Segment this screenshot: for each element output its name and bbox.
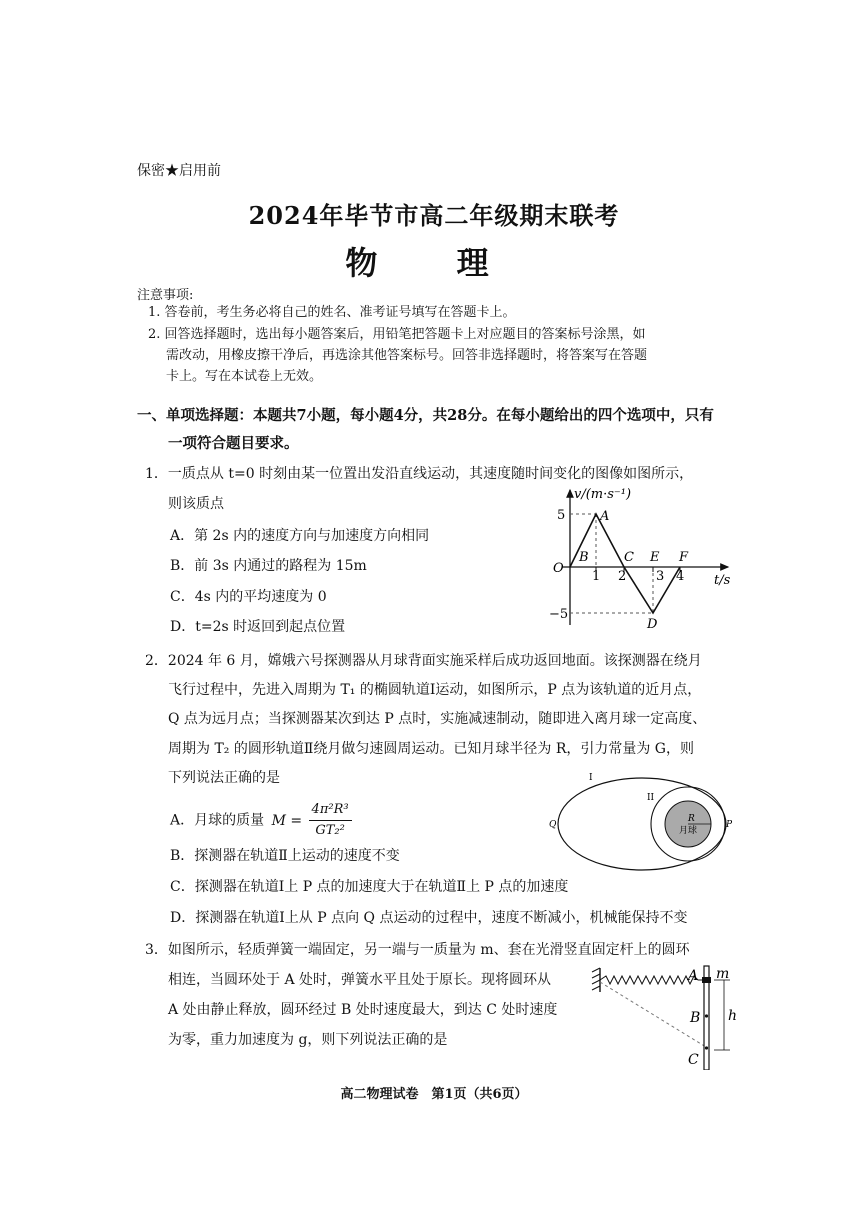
note-item: 卡上。写在本试卷上无效。	[166, 369, 323, 384]
formula-numerator: 4π²R³	[309, 800, 352, 821]
point-label: Q	[549, 820, 557, 830]
point-label: B	[579, 550, 589, 565]
orbit-figure	[545, 772, 740, 877]
radius-label: R	[688, 814, 695, 824]
q2-option-a-lhs: M =	[271, 812, 303, 829]
point-b-mark	[705, 1014, 708, 1017]
wall-hatch	[592, 974, 600, 978]
page-footer: 高二物理试卷 第1页（共6页）	[340, 1087, 528, 1102]
x-axis-label: t/s	[714, 573, 731, 588]
question-2-stem-cont: 周期为 T₂ 的圆形轨道Ⅱ绕月做匀速圆周运动。已知月球半径为 R，引力常量为 G，则	[168, 741, 694, 757]
point-label: D	[647, 617, 658, 632]
moon-label: 月球	[679, 826, 698, 836]
note-item: 1. 答卷前，考生务必将自己的姓名、准考证号填写在答题卡上。	[148, 305, 516, 320]
point-label: P	[726, 820, 733, 830]
q1-option-c: C．4s 内的平均速度为 0	[170, 589, 327, 605]
question-2-stem-cont: 飞行过程中，先进入周期为 T₁ 的椭圆轨道Ⅰ运动，如图所示，P 点为该轨道的近月点，	[168, 682, 702, 698]
mass-formula	[309, 800, 352, 841]
q2-option-a	[170, 800, 352, 841]
height-label: h	[728, 1008, 738, 1024]
point-label: A	[688, 968, 699, 984]
point-label: C	[688, 1052, 699, 1068]
question-3-stem-cont: 为零，重力加速度为 g，则下列说法正确的是	[168, 1032, 448, 1048]
question-2-stem: 2．2024 年 6 月，嫦娥六号探测器从月球背面实施采样后成功返回地面。该探测器在绕月	[145, 653, 702, 669]
exam-title: 2024年毕节市高二年级期末联考	[248, 201, 620, 230]
question-1-stem: 1．一质点从 t=0 时刻由某一位置出发沿直线运动，其速度随时间变化的图像如图所示，	[145, 466, 694, 482]
orbit-label: I	[589, 773, 593, 783]
q1-option-a: A．第 2s 内的速度方向与加速度方向相同	[170, 528, 430, 544]
question-2-stem-cont: Q 点为远月点；当探测器某次到达 P 点时，实施减速制动，随即进入离月球一定高度、	[168, 711, 707, 727]
point-label: F	[679, 550, 689, 565]
spring-ring-figure	[588, 960, 748, 1070]
point-label: E	[650, 550, 660, 565]
x-tick-label: 3	[656, 569, 665, 584]
question-3-stem-cont: A 处由静止释放，圆环经过 B 处时速度最大，到达 C 处时速度	[168, 1002, 558, 1018]
q2-option-b: B．探测器在轨道Ⅱ上运动的速度不变	[170, 848, 400, 864]
orbit-label: II	[647, 793, 655, 803]
x-tick-label: 4	[676, 569, 685, 584]
notes-heading: 注意事项:	[137, 288, 194, 303]
point-c-mark	[705, 1046, 708, 1049]
point-label: B	[690, 1010, 701, 1026]
y-axis-label: v/(m·s⁻¹)	[574, 487, 632, 502]
origin-label: O	[553, 561, 564, 576]
q2-option-c: C．探测器在轨道Ⅰ上 P 点的加速度大于在轨道Ⅱ上 P 点的加速度	[170, 879, 569, 895]
ring	[702, 977, 711, 983]
formula-denominator: GT₂²	[315, 823, 345, 838]
section-heading: 一、单项选择题：本题共7小题，每小题4分，共28分。在每小题给出的四个选项中，只有	[137, 407, 714, 424]
x-tick-label: 1	[592, 569, 601, 584]
section-heading-cont: 一项符合题目要求。	[168, 435, 299, 452]
note-item: 需改动，用橡皮擦干净后，再选涂其他答案标号。回答非选择题时，将答案写在答题	[166, 348, 648, 363]
question-1-stem-cont: 则该质点	[168, 496, 224, 512]
q2-option-a-text: A．月球的质量	[170, 812, 265, 829]
note-item: 2. 回答选择题时，选出每小题答案后，用铅笔把答题卡上对应题目的答案标号涂黑，如	[148, 327, 646, 342]
wall-hatch	[592, 980, 600, 984]
x-tick-label: 2	[618, 569, 627, 584]
point-label: C	[624, 550, 634, 565]
question-2-stem-cont: 下列说法正确的是	[168, 770, 280, 786]
velocity-time-graph	[548, 480, 738, 635]
q1-option-d: D．t=2s 时返回到起点位置	[170, 619, 346, 635]
q2-option-d: D．探测器在轨道Ⅰ上从 P 点向 Q 点运动的过程中，速度不断减小，机械能保持不变	[170, 910, 688, 926]
point-label: A	[600, 509, 610, 524]
question-3-stem-cont: 相连，当圆环处于 A 处时，弹簧水平且处于原长。现将圆环从	[168, 972, 552, 988]
question-3-stem: 3．如图所示，轻质弹簧一端固定，另一端与一质量为 m、套在光滑竖直固定杆上的圆环	[145, 942, 690, 958]
wall-hatch	[592, 986, 600, 990]
subject-title: 物 理	[345, 244, 523, 282]
mass-label: m	[716, 966, 730, 982]
y-tick-label: 5	[557, 508, 566, 523]
q1-option-b: B．前 3s 内通过的路程为 15m	[170, 558, 367, 574]
wall-hatch	[592, 968, 600, 972]
confidential-label: 保密★启用前	[137, 163, 221, 179]
y-tick-label: −5	[549, 607, 569, 622]
